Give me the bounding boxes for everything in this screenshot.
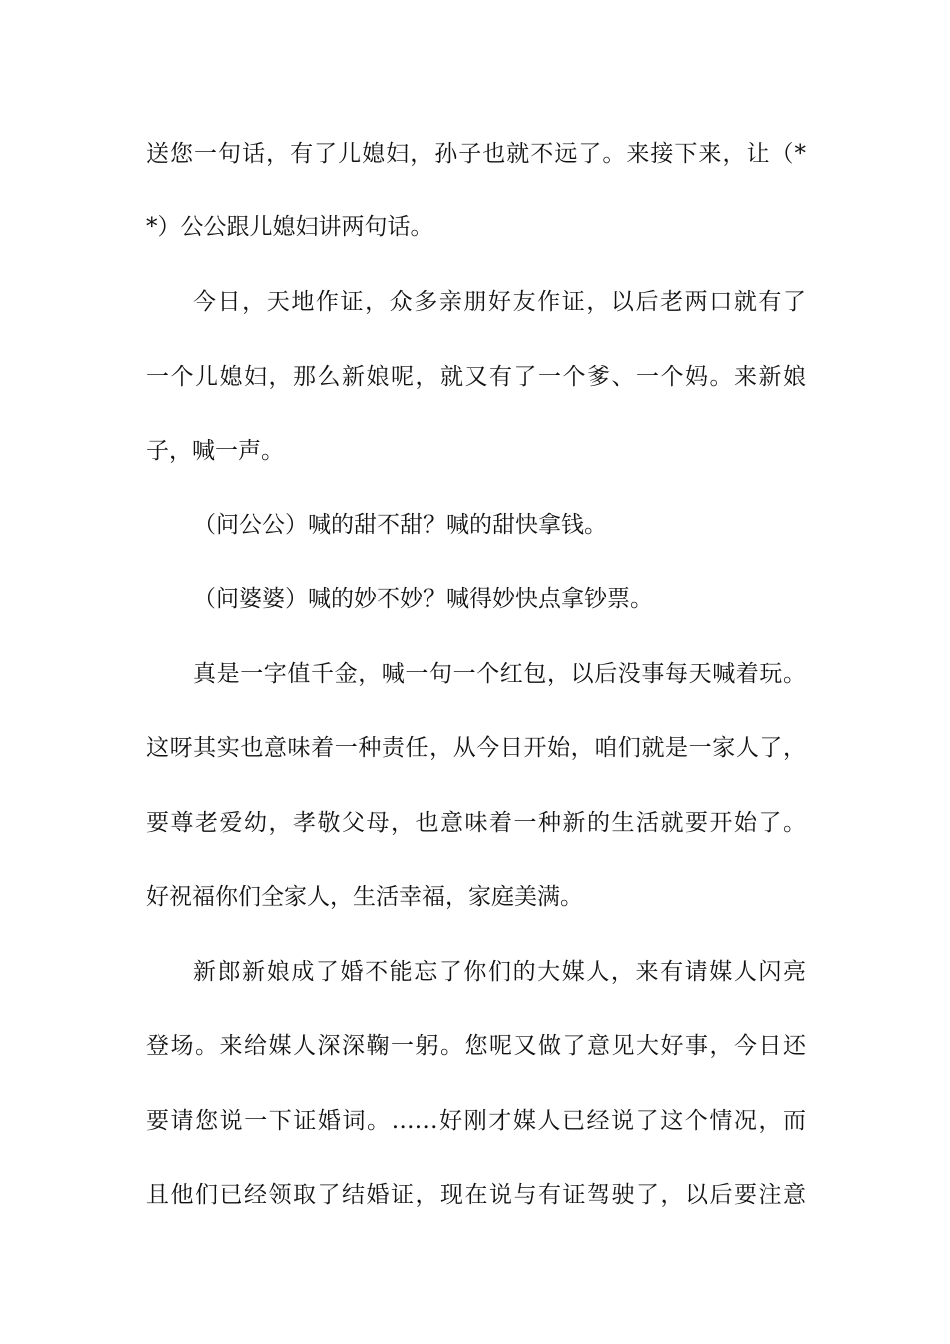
text-line-6: （问公公）喊的甜不甜？喊的甜快拿钱。 [193,512,607,538]
text-line-4: 一个儿媳妇，那么新娘呢，就又有了一个爹、一个妈。来新娘 [146,364,806,390]
text-line-7: （问婆婆）喊的妙不妙？喊得妙快点拿钞票。 [193,586,653,612]
text-line-12: 新郎新娘成了婚不能忘了你们的大媒人，来有请媒人闪亮 [193,959,806,985]
text-line-8: 真是一字值千金，喊一句一个红包，以后没事每天喊着玩。 [193,661,806,687]
text-line-14: 要请您说一下证婚词。……好刚才媒人已经说了这个情况，而 [146,1108,806,1134]
text-line-11: 好祝福你们全家人，生活幸福，家庭美满。 [146,884,583,910]
text-line-10: 要尊老爱幼，孝敬父母，也意味着一种新的生活就要开始了。 [146,810,806,836]
text-line-1: 送您一句话，有了儿媳妇，孙子也就不远了。来接下来，让（* [146,141,806,167]
text-line-3: 今日，天地作证，众多亲朋好友作证，以后老两口就有了 [193,289,806,315]
text-line-2: *）公公跟儿媳妇讲两句话。 [146,214,434,240]
text-line-9: 这呀其实也意味着一种责任，从今日开始，咱们就是一家人了， [146,735,806,761]
text-line-15: 且他们已经领取了结婚证，现在说与有证驾驶了，以后要注意 [146,1182,806,1208]
text-line-13: 登场。来给媒人深深鞠一躬。您呢又做了意见大好事，今日还 [146,1033,806,1059]
text-line-5: 子，喊一声。 [146,438,284,464]
